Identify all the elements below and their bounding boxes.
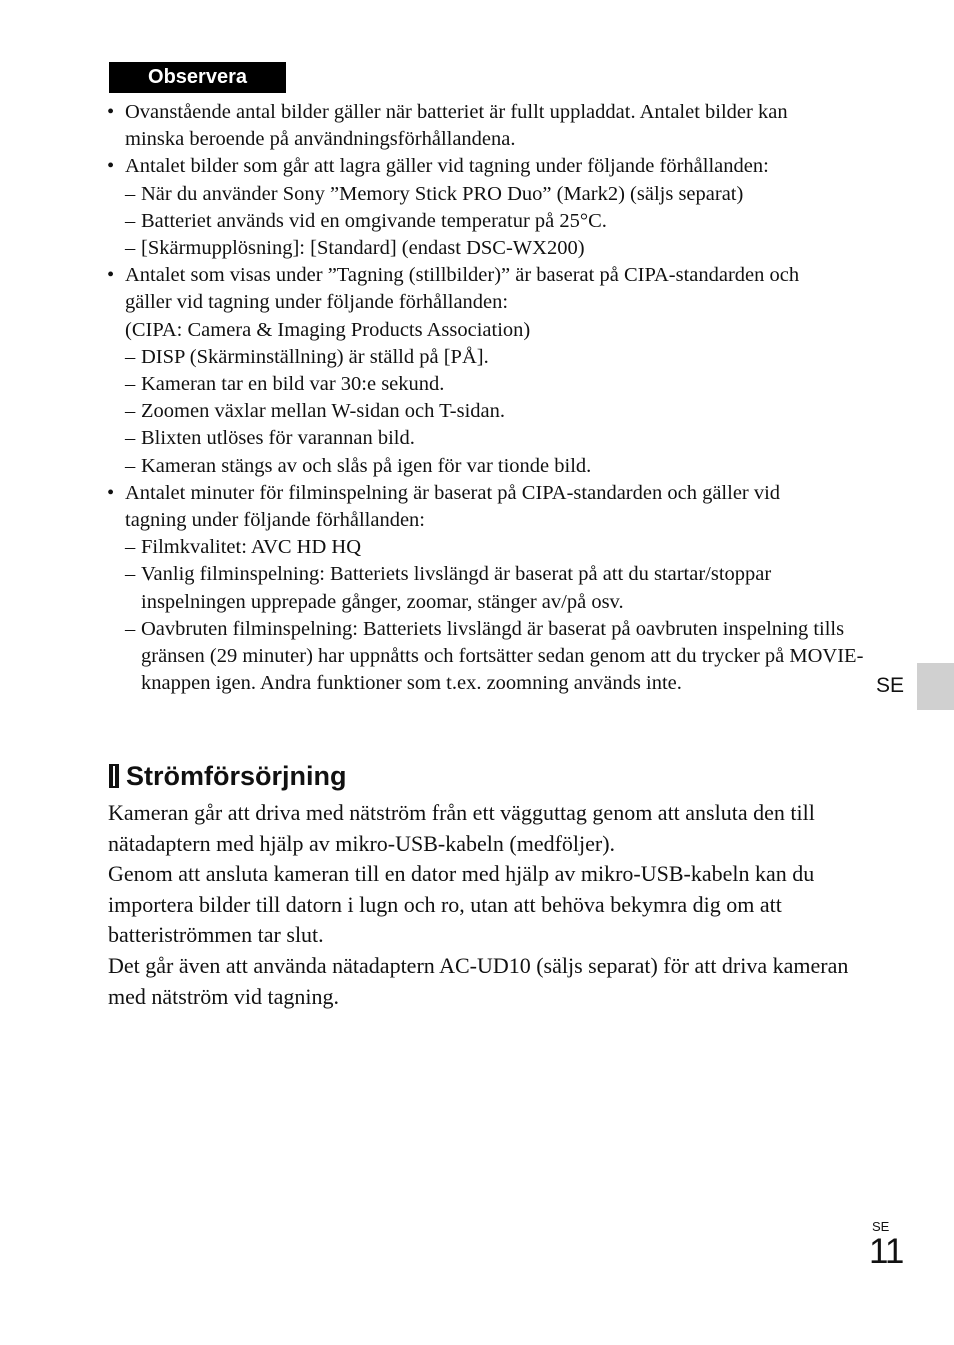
note-subitem-text: Batteriet används vid en omgivande temperatur på 25°C. — [141, 209, 607, 232]
dash-icon: – — [125, 617, 136, 640]
dash-icon: – — [125, 209, 136, 232]
note-subitem — [125, 616, 865, 698]
section-body — [108, 798, 868, 1012]
side-tab — [917, 663, 954, 710]
side-language-label: SE — [876, 674, 905, 697]
notes-list — [105, 99, 865, 697]
note-item — [105, 262, 865, 480]
dash-icon: – — [125, 373, 136, 396]
note-subitem-text: Oavbruten filminspelning: Batteriets livslängd är baserat på oavbruten inspelning tills gränsen (29 minuter) har uppnåtts och fortsätter sedan genom att du trycker på MOVIE-knappen igen. Andra funktioner som t.ex. zoomning används inte. — [141, 617, 864, 695]
note-line: (CIPA: Camera & Imaging Products Association) — [125, 318, 531, 341]
dash-icon: – — [125, 182, 136, 205]
note-subitem-text: Vanlig filminspelning: Batteriets livslängd är baserat på att du startar/stoppar inspelningen upprepade gånger, zoomar, stänger av/på osv. — [141, 563, 772, 613]
note-subitem — [125, 371, 865, 398]
note-subitem — [125, 534, 865, 561]
page-language: SE — [872, 1219, 890, 1234]
bullet-icon: • — [107, 155, 115, 178]
section-title: Strömförsörjning — [126, 760, 347, 791]
dash-icon: – — [125, 454, 136, 477]
note-line: Ovanstående antal bilder gäller när batteriet är fullt uppladdat. Antalet bilder kan — [125, 101, 788, 123]
note-subitem-text: [Skärmupplösning]: [Standard] (endast DSC-WX200) — [141, 237, 585, 260]
dash-icon: – — [125, 536, 136, 559]
paragraph: Det går även att använda nätadaptern AC-UD10 (säljs separat) för att driva kameran med nätström vid tagning. — [108, 952, 849, 1009]
note-item — [105, 153, 865, 262]
note-subitem-text: DISP (Skärminställning) är ställd på [PÅ]. — [141, 345, 489, 368]
note-item — [105, 480, 865, 698]
note-item — [105, 99, 865, 153]
note-subitem — [125, 561, 865, 615]
bullet-icon: • — [107, 264, 115, 287]
dash-icon: – — [125, 427, 136, 450]
note-subitem — [125, 181, 865, 208]
note-subitem — [125, 235, 865, 262]
note-line: minska beroende på användningsförhållandena. — [125, 128, 516, 151]
note-subitem-text: Kameran stängs av och slås på igen för var tionde bild. — [141, 454, 592, 477]
note-subitem — [125, 453, 865, 480]
note-subitem-text: Filmkvalitet: AVC HD HQ — [141, 536, 362, 559]
page-number: 11 — [869, 1232, 904, 1271]
bullet-icon: • — [107, 101, 115, 123]
note-subitem-text: Blixten utlöses för varannan bild. — [141, 427, 415, 450]
note-line: gäller vid tagning under följande förhållanden: — [125, 291, 509, 314]
note-subitem — [125, 344, 865, 371]
note-subitem — [125, 208, 865, 235]
dash-icon: – — [125, 563, 136, 586]
section-marker-icon — [109, 764, 119, 788]
bullet-icon: • — [107, 481, 115, 504]
note-subitem-text: När du använder Sony ”Memory Stick PRO Duo” (Mark2) (säljs separat) — [141, 182, 744, 205]
note-line: Antalet som visas under ”Tagning (stillbilder)” är baserat på CIPA-standarden och — [125, 264, 800, 287]
note-line: Antalet bilder som går att lagra gäller vid tagning under följande förhållanden: — [125, 155, 769, 178]
note-line: tagning under följande förhållanden: — [125, 509, 425, 532]
note-label: Observera — [109, 62, 286, 93]
dash-icon: – — [125, 345, 136, 368]
paragraph: Genom att ansluta kameran till en dator med hjälp av mikro-USB-kabeln kan du importera bilder till datorn i lugn och ro, utan att behöva bekymra dig om att batteriströmmen tar slut. — [108, 861, 815, 948]
paragraph: Kameran går att driva med nätström från ett vägguttag genom att ansluta den till nätadaptern med hjälp av mikro-USB-kabeln (medföljer). — [108, 800, 815, 856]
note-subitem-text: Kameran tar en bild var 30:e sekund. — [141, 373, 445, 396]
dash-icon: – — [125, 237, 136, 260]
section-heading — [109, 758, 347, 794]
note-line: Antalet minuter för filminspelning är baserat på CIPA-standarden och gäller vid — [125, 481, 781, 504]
note-subitem-text: Zoomen växlar mellan W-sidan och T-sidan. — [141, 400, 505, 423]
dash-icon: – — [125, 400, 136, 423]
note-subitem — [125, 398, 865, 425]
note-subitem — [125, 425, 865, 452]
